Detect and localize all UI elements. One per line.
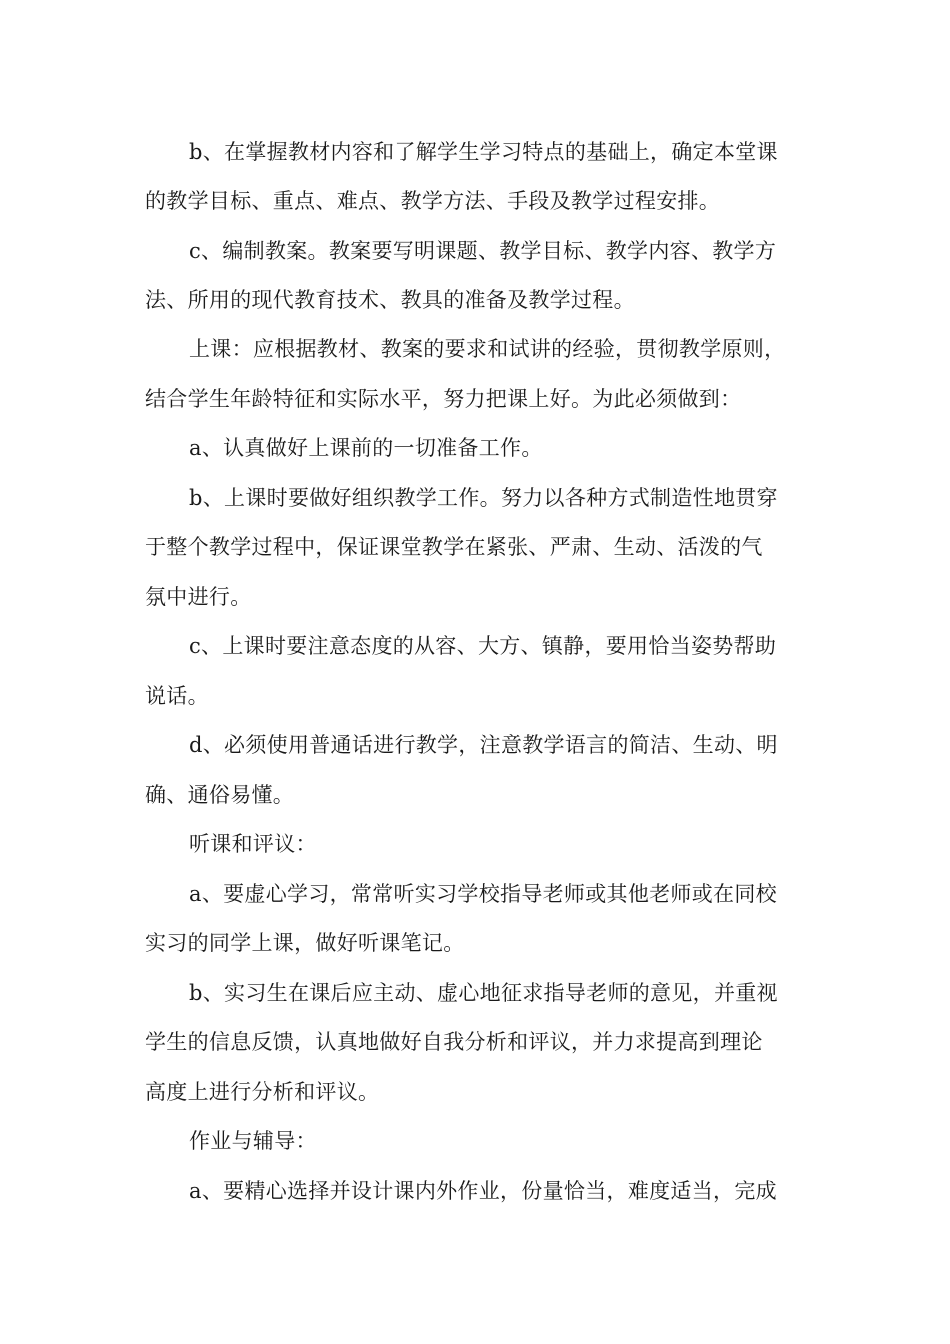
paragraph-line: b、实习生在课后应主动、虚心地征求指导老师的意见，并重视	[189, 981, 778, 1005]
paragraph-line: d、必须使用普通话进行教学，注意教学语言的简洁、生动、明	[189, 733, 778, 757]
paragraph-line: a、认真做好上课前的一切准备工作。	[189, 436, 543, 460]
section-heading: 作业与辅导：	[189, 1129, 317, 1153]
paragraph-line: 学生的信息反馈，认真地做好自我分析和评议，并力求提高到理论	[145, 1030, 763, 1054]
paragraph-line: a、要精心选择并设计课内外作业，份量恰当，难度适当，完成	[189, 1179, 777, 1203]
section-heading: 听课和评议：	[189, 832, 317, 856]
paragraph-line: 高度上进行分析和评议。	[145, 1080, 380, 1104]
paragraph-line: 结合学生年龄特征和实际水平，努力把课上好。为此必须做到：	[145, 387, 742, 411]
paragraph-line: b、上课时要做好组织教学工作。努力以各种方式制造性地贯穿	[189, 486, 778, 510]
paragraph-line: 法、所用的现代教育技术、教具的准备及教学过程。	[145, 288, 635, 312]
paragraph-line: 氛中进行。	[145, 585, 252, 609]
paragraph-line: 实习的同学上课，做好听课笔记。	[145, 931, 465, 955]
paragraph-line: c、编制教案。教案要写明课题、教学目标、教学内容、教学方	[189, 239, 777, 263]
paragraph-line: a、要虚心学习，常常听实习学校指导老师或其他老师或在同校	[189, 882, 777, 906]
paragraph-line: b、在掌握教材内容和了解学生学习特点的基础上，确定本堂课	[189, 140, 778, 164]
paragraph-line: 于整个教学过程中，保证课堂教学在紧张、严肃、生动、活泼的气	[145, 535, 763, 559]
paragraph-line: 的教学目标、重点、难点、教学方法、手段及教学过程安排。	[145, 189, 721, 213]
paragraph-line: c、上课时要注意态度的从容、大方、镇静，要用恰当姿势帮助	[189, 634, 777, 658]
paragraph-line: 确、通俗易懂。	[145, 783, 295, 807]
paragraph-line: 说话。	[145, 684, 209, 708]
paragraph-line: 上课：应根据教材、教案的要求和试讲的经验，贯彻教学原则，	[189, 337, 786, 361]
